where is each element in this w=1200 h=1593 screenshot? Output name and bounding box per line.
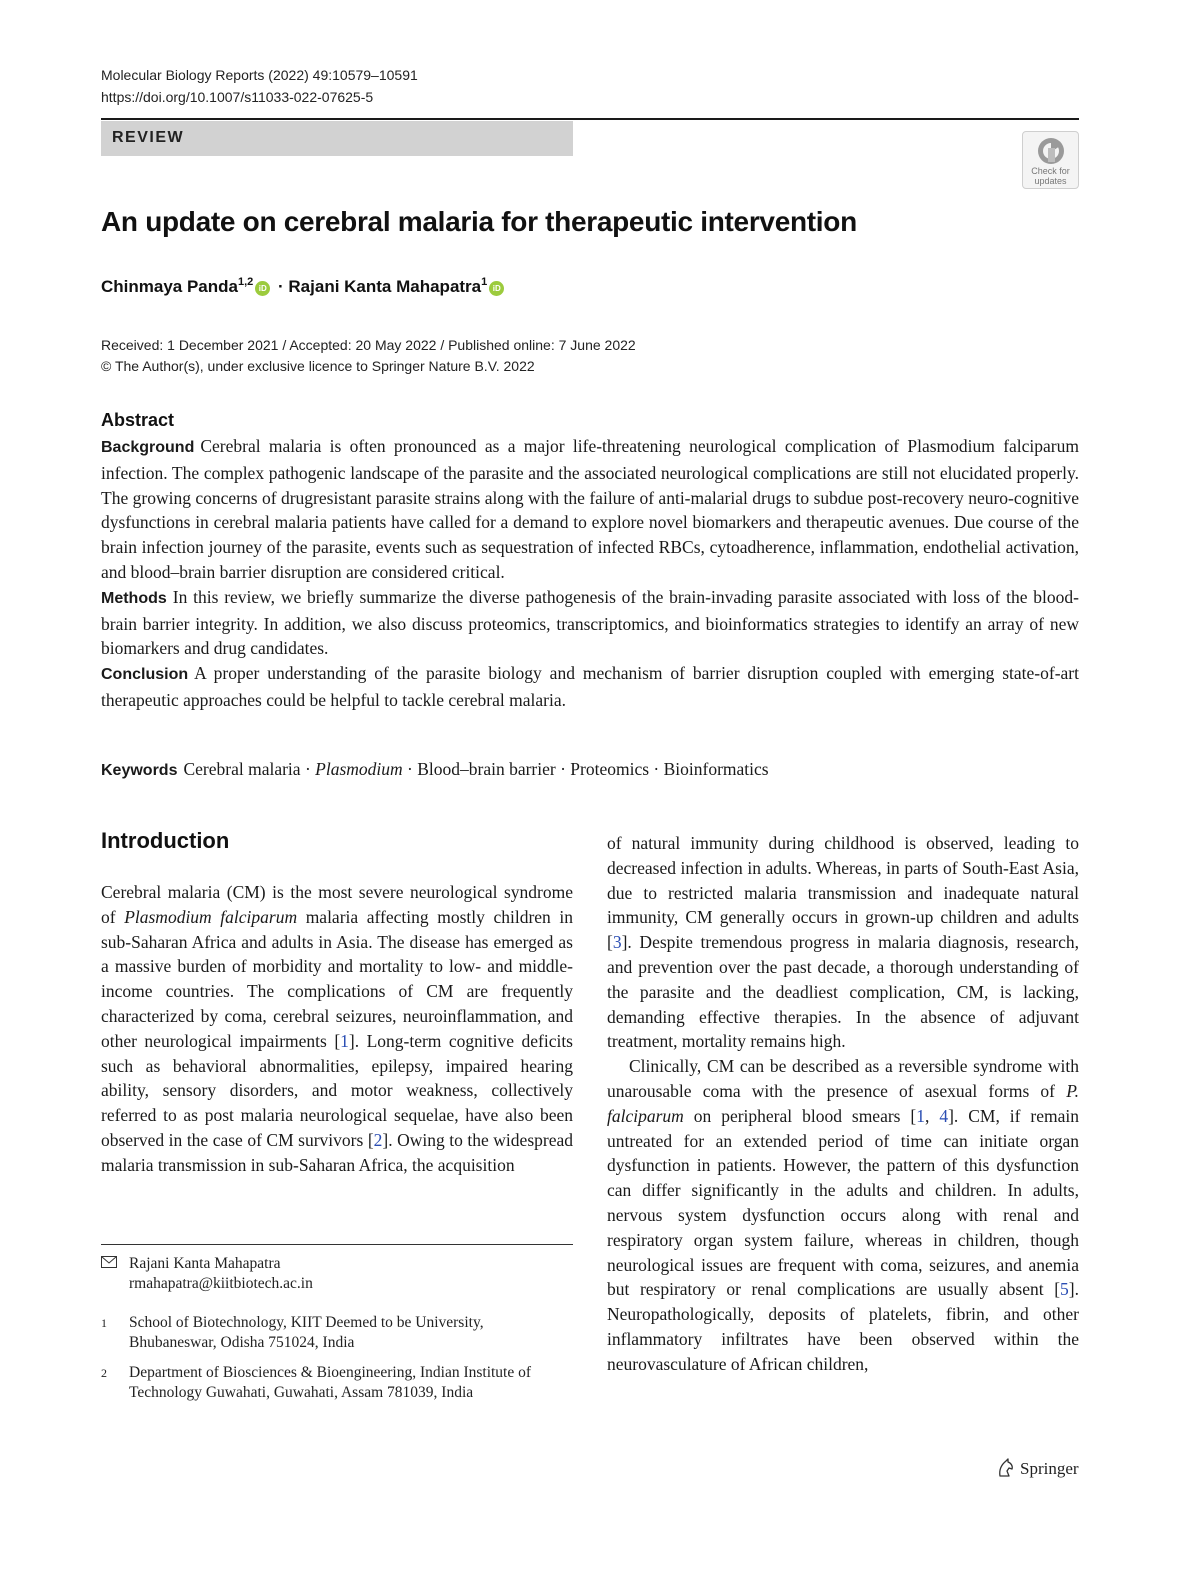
citation-link[interactable]: 4 (939, 1105, 949, 1126)
body-text: of natural immunity during childhood is observed, leading to decreased infection in adults. Whereas, in parts of South-East Asia, due to restricted malaria transmission and inadequate natural immunity, CM generally occurs in grown-up children and adults [ (607, 833, 1079, 953)
keyword: Cerebral malaria (183, 759, 301, 779)
check-updates-line2: updates (1034, 176, 1067, 186)
author-name: Chinmaya Panda (101, 277, 238, 296)
affiliation-text: School of Biotechnology, KIIT Deemed to be University, Bhubaneswar, Odisha 751024, India (129, 1314, 484, 1351)
body-text: ]. Despite tremendous progress in malaria diagnosis, research, and prevention over the past decade, a thorough understanding of the parasite and the deadliest complication, CM, is lacking, demanding effective therapies. In the absence of adjuvant treatment, mortality remains high. (607, 932, 1079, 1052)
body-text: ]. Long-term cognitive deficits such as behavioral abnormalities, epilepsy, impaired hearing ability, sensory disorders, and motor weakness, collectively referred to as post malaria neurological sequelae, have also been observed in the case of CM survivors [ (101, 1030, 573, 1150)
citation-link[interactable]: 2 (373, 1129, 383, 1150)
affiliation-text: Department of Biosciences & Bioengineering, Indian Institute of Technology Guwahati, Guwahati, Assam 781039, India (129, 1364, 532, 1401)
affiliation-mark: 2 (101, 1366, 107, 1380)
paragraph (607, 1054, 1079, 1376)
paragraph (607, 831, 1079, 1054)
corresponding-author-email[interactable]: rmahapatra@kiitbiotech.ac.in (129, 1275, 313, 1292)
abstract-methods (101, 585, 1079, 661)
paragraph (101, 880, 573, 1178)
keyword: Plasmodium (315, 759, 403, 779)
keyword: Proteomics (570, 759, 650, 779)
doi-link[interactable]: https://doi.org/10.1007/s11033-022-07625-5 (101, 89, 374, 105)
footnote-rule (101, 1244, 573, 1245)
keywords-line (101, 757, 1079, 783)
journal-header (101, 64, 418, 108)
author-affiliation-mark: 1,2 (238, 276, 254, 288)
abstract-heading: Abstract (101, 410, 175, 430)
affiliation-note (101, 1363, 573, 1403)
check-updates-line1: Check for (1031, 166, 1070, 176)
abstract-label: Conclusion (101, 666, 189, 684)
body-text: ]. CM, if remain untreated for an extended period of time can initiate organ dysfunction in patients. However, the pattern of this dysfunction can differ significantly in the adults and children. In adults, nervous system dysfunction occurs along with renal and respiratory organ system failure, whereas in children, though neurological issues are frequent with coma, seizures, and anemia but respiratory or renal complications are usually absent [ (607, 1105, 1080, 1300)
keyword: Bioinformatics (663, 759, 769, 779)
introduction-heading: Introduction (101, 828, 230, 853)
header-rule (101, 118, 1079, 120)
keyword: Blood–brain barrier (417, 759, 556, 779)
abstract-label: Background (101, 439, 195, 456)
corresponding-author-name: Rajani Kanta Mahapatra (129, 1255, 281, 1272)
abstract-conclusion (101, 661, 1079, 713)
left-column (101, 880, 573, 1178)
citation-link[interactable]: 1 (340, 1030, 349, 1051)
publication-dates (101, 335, 636, 377)
body-text: on peripheral blood smears [ (683, 1105, 917, 1126)
body-text: Cerebral malaria (CM) is the most severe neurological syndrome of (101, 882, 573, 927)
affiliation-mark: 1 (101, 1316, 107, 1330)
author-separator: · (273, 277, 289, 296)
body-text: ]. Owing to the widespread malaria transmission in sub-Saharan Africa, the acquisition (101, 1129, 573, 1175)
section-label: REVIEW (112, 129, 185, 146)
species-name: Plasmodium falciparum (124, 906, 298, 927)
orcid-icon[interactable]: iD (489, 281, 504, 296)
springer-horse-icon (996, 1458, 1016, 1478)
abstract-body (101, 434, 1079, 713)
keyword-separator: · (649, 759, 664, 779)
citation-link[interactable]: 1 (916, 1105, 926, 1126)
author-list (101, 276, 507, 297)
date-history: Received: 1 December 2021 / Accepted: 20 May 2022 / Published online: 7 June 2022 (101, 337, 636, 353)
check-for-updates-icon (1036, 136, 1066, 166)
keyword-separator: · (300, 759, 316, 779)
right-column (607, 831, 1079, 1377)
abstract-text: A proper understanding of the parasite biology and mechanism of barrier disruption coupled with emerging state-of-art therapeutic approaches could be helpful to tackle cerebral malaria. (101, 663, 1079, 710)
body-text: Clinically, CM can be described as a reversible syndrome with unarousable coma with the presence of asexual forms of (607, 1056, 1079, 1101)
abstract-text: Cerebral malaria is often pronounced as a major life-threatening neurological complication of Plasmodium falciparum infection. The complex pathogenic landscape of the parasite and the associated neurological complications are still not elucidated properly. The growing concerns of drugresistant parasite strains along with the failure of anti-malarial drugs to subdue post-recovery neuro-cognitive dysfunctions in cerebral malaria patients have called for a demand to explore novel biomarkers and therapeutic avenues. Due course of the brain infection journey of the parasite, events such as sequestration of infected RBCs, cytoadherence, inflammation, endothelial activation, and blood–brain barrier disruption are considered critical. (101, 436, 1079, 582)
keywords-label: Keywords (101, 762, 178, 779)
abstract-label: Methods (101, 589, 167, 607)
author-name: Rajani Kanta Mahapatra (288, 277, 482, 296)
copyright-line: © The Author(s), under exclusive licence to Springer Nature B.V. 2022 (101, 358, 535, 374)
abstract-background (101, 434, 1079, 585)
body-text: ]. Neuropathologically, deposits of platelets, fibrin, and other inflammatory infiltrates have been observed within the neurovasculature of African children, (607, 1279, 1079, 1374)
affiliation-note (101, 1313, 573, 1353)
journal-citation: Molecular Biology Reports (2022) 49:10579–10591 (101, 67, 418, 83)
publisher-logo (996, 1458, 1079, 1479)
check-for-updates-badge[interactable] (1022, 131, 1079, 189)
body-text: malaria affecting mostly children in sub-Saharan Africa and adults in Asia. The disease has emerged as a massive burden of morbidity and mortality to low- and middle-income countries. The complications of CM are frequently characterized by coma, cerebral seizures, neuroinflammation, and other neurological impairments [ (101, 906, 573, 1051)
envelope-icon (101, 1254, 121, 1274)
author-affiliation-mark: 1 (481, 276, 488, 288)
citation-link[interactable]: 5 (1060, 1279, 1069, 1300)
citation-link[interactable]: 3 (612, 932, 622, 953)
publisher-name: Springer (1020, 1459, 1079, 1478)
corresponding-author-note (101, 1254, 573, 1294)
keyword-separator: · (402, 759, 418, 779)
species-name: P. falciparum (607, 1080, 1079, 1126)
orcid-icon[interactable]: iD (255, 281, 270, 296)
article-title: An update on cerebral malaria for therapeutic intervention (101, 206, 857, 237)
keyword-separator: · (555, 759, 571, 779)
body-text: , (925, 1105, 940, 1126)
abstract-text: In this review, we briefly summarize the diverse pathogenesis of the brain-invading parasite associated with loss of the blood-brain barrier integrity. In addition, we also discuss proteomics, transcriptomics, and bioinformatics strategies to identify an array of new biomarkers and drug candidates. (101, 586, 1079, 659)
